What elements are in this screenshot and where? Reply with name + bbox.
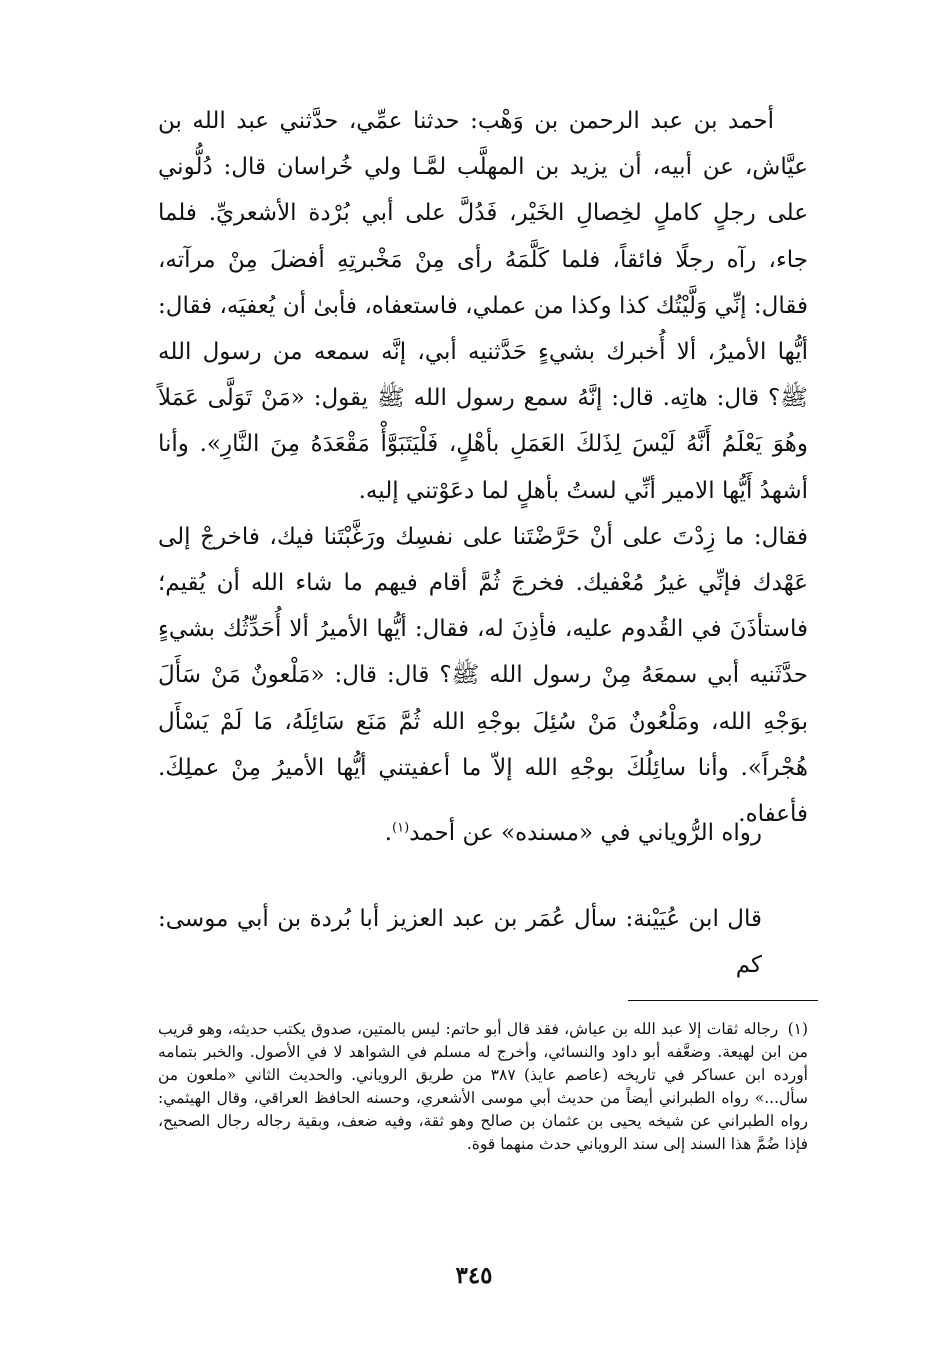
footnote-text: رجاله ثقات إلا عبد الله بن عياش، فقد قال أبو حاتم: ليس بالمتين، صدوق يكتب حديثه، وهو قريب من ابن لهيعة. وضعَّفه أبو داود والنسائي، وأخرج له مسلم في الشواهد لا في الأصول. والخبر بتمامه أورده ابن عساكر في تاريخه (عاصم عايذ) ٣٨٧ من طريق الروياني. والحديث الثاني «ملعون من سأل...» رواه الطبراني أيضاً من حديث أبي موسى الأشعري، وحسنه الحافظ العراقي، وقال الهيثمي: رواه الطبراني عن شيخه يحيى بن عثمان بن صالح وهو ثقة، وفيه ضعف، وبقية رجاله رجال الصحيح، فإذا ضُمَّ هذا السند إلى سند الروياني حدث منهما قوة. (158, 1020, 808, 1153)
footnote-1 (158, 1018, 808, 1156)
page-number: ٣٤٥ (455, 1262, 493, 1289)
footnote-number: (١) (787, 1020, 809, 1038)
footnote-marker[interactable]: (١) (392, 820, 410, 836)
footnotes (158, 1018, 808, 1156)
paragraph-2: فقال: ما زِدْتَ على أنْ حَرَّضْتَنا على نفسِك ورَغَّبْتَنا فيك، فاخرجْ إلى عَهْدك فإنِّي غيرُ مُعْفيك. فخرجَ ثُمَّ أقام فيهم ما شاء الله أن يُقيم؛ فاستأذَنَ في القُدوم عليه، فأذِنَ له، فقال: أيُّها الأميرُ ألا أُحَدِّثُك بشيءٍ حدَّثَنيه أبي سمعَهُ مِنْ رسول الله ﷺ؟ قال: قال: «مَلْعونٌ مَنْ سَأَلَ بوَجْهِ الله، ومَلْعُونٌ مَنْ سُئِلَ بوجْهِ الله ثُمَّ مَنَع سَائِلَهُ، مَا لَمْ يَسْأَل هُجْراً». وأنا سائِلُكَ بوجْهِ الله إلاّ ما أعفيتني أيُّها الأميرُ مِنْ عملِكَ. فأعفاه. (158, 523, 808, 828)
footnote-divider (628, 1000, 818, 1001)
riwaya-line (158, 810, 762, 856)
riwaya-text: رواه الرُّوياني في «مسنده» عن أحمد (409, 820, 762, 846)
main-text (158, 98, 808, 837)
paragraph-1: أحمد بن عبد الرحمن بن وَهْب: حدثنا عمِّي، حدَّثني عبد الله بن عيَّاش، عن أبيه، أن يزيد بن المهلَّب لمَّـا ولي خُراسان قال: دُلُّوني على رجلٍ كاملٍ لخِصالِ الخَيْر، فَدُلَّ على أبي بُرْدة الأشعريِّ. فلما جاء، رآه رجلًا فائقاً، فلما كَلَّمَهُ رأى مِنْ مَخْبرتِهِ أفضلَ مِنْ مرآته، فقال: إنِّي وَلَّيْتُك كذا وكذا من عملي، فاستعفاه، فأبىٰ أن يُعفيَه، فقال: أيُّها الأميرُ، ألا أُخبرك بشيءٍ حَدَّثنيه أبي، إنَّه سمعه من رسول الله ﷺ؟ قال: هاتِه. قال: إنَّهُ سمع رسول الله ﷺ يقول: «مَنْ تَوَلَّى عَمَلاً وهُوَ يَعْلَمُ أَنَّهُ لَيْسَ لِذَلكَ العَمَلِ بأهْلٍ، فَلْيَتَبَوَّأْ مَقْعَدَهُ مِنَ النَّارِ». وأنا أشهدُ أَيُّها الامير أنِّي لستُ بأهلٍ لما دعَوْتني إليه. (158, 108, 808, 504)
riwaya-end: . (384, 820, 393, 846)
next-paragraph: قال ابن عُيَيْنة: سأل عُمَر بن عبد العزيز أبا بُردة بن أبي موسى: كم (158, 906, 762, 978)
